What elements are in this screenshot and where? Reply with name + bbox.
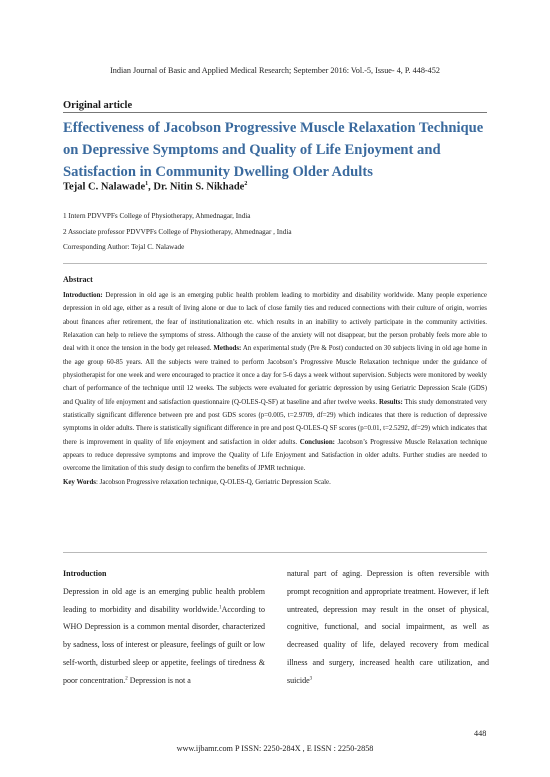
corresponding-author: Corresponding Author: Tejal C. Nalawade	[63, 243, 185, 251]
abstract-methods-text: An experimental study (Pre & Post) conducted on 30 subjects living in old age home in the age group 60-85 years. All the subjects were trained to perform Jacobson’s Progressive Muscle Relaxation technique under the guidance of physiotherapist for one week and were encouraged to practice it once a day for 5-6 days a week without supervision. Subjects were monitored by weekly chart of performance of the technique until 12 weeks. The subjects were evaluated for geriatric depression by using Geriatric Depression Scale (GDS) and Quality of life enjoyment and satisfaction questionnaire (Q-OLES-Q-SF) at baseline and after twelve weeks.	[63, 345, 487, 406]
abstract-methods-label: Methods:	[213, 345, 242, 353]
author-name: Tejal C. Nalawade	[63, 181, 146, 193]
body-paragraph-text: Depression is not a	[127, 675, 191, 685]
affiliation-line: 2 Associate professor PDVVPFs College of Physiotherapy, Ahmednagar , India	[63, 227, 292, 236]
author-list	[63, 181, 247, 193]
author-name: Dr. Nitin S. Nikhade	[153, 181, 245, 193]
journal-header: Indian Journal of Basic and Applied Medical Research; September 2016: Vol.-5, Issue- 4, P. 448-452	[110, 66, 440, 75]
keywords-label: Key Words	[63, 478, 96, 486]
body-column-left	[63, 565, 265, 690]
article-title: Effectiveness of Jacobson Progressive Muscle Relaxation Technique on Depressive Symptoms and Quality of Life Enjoyment and Satisfaction in Community Dwelling Older Adults	[63, 120, 484, 180]
author-affiliation-mark: 1	[145, 181, 149, 187]
footer-issn: www.ijbamr.com P ISSN: 2250-284X , E ISSN : 2250-2858	[176, 744, 374, 753]
body-column-right	[287, 565, 489, 690]
introduction-heading: Introduction	[63, 569, 107, 578]
abstract-conclusion-label: Conclusion:	[299, 438, 335, 446]
citation-marker: 2	[125, 676, 128, 682]
keywords-text: : Jacobson Progressive relaxation technique, Q-OLES-Q, Geriatric Depression Scale.	[96, 478, 331, 486]
body-paragraph-text: Depression in old age is an emerging public health problem leading to morbidity and disability worldwide.	[63, 586, 265, 614]
author-affiliation-mark: 2	[244, 181, 248, 187]
abstract-conclusion-text: Jacobson’s Progressive Muscle Relaxation technique appears to reduce depressive symptoms and improve the Quality of Life Enjoyment and Satisfaction in older adults. Further studies are needed to overcome the limitation of this study design to confirm the benefits of JPMR technique.	[63, 438, 488, 473]
affiliation-line: 1 Intern PDVVPFs College of Physiotherapy, Ahmednagar, India	[63, 212, 251, 220]
article-type-label: Original article	[63, 100, 133, 111]
citation-marker: 1	[219, 604, 222, 610]
abstract-intro-text: Depression in old age is an emerging public health problem leading to morbidity and disability worldwide. Many people experience depression in old age, either as a result of living alone or due to lack of close family ties and reduced connections with their culture of origin, worries about finances after retirement, the fear of institutionalization etc. which results in an inability to actively participate in the community activities. Relaxation can help to relieve the symptoms of stress. Although the cause of the anxiety will not disappear, but the person probably feels more able to deal with it once the tension in the body get released.	[63, 292, 487, 353]
abstract-results-text: This study demonstrated very statistically significant difference between pre and post GDS scores (p=0.005, t=2.9709, df=29) which indicates that there is reduction of depressive symptoms in older adults. There is statistically significant difference in pre and post Q-OLES-Q SF scores (p=0.01, t=2.5292, df=29) which indicates that there is improvement in quality of life enjoyment and satisfaction in older adults.	[63, 398, 487, 446]
section-divider	[63, 552, 487, 553]
body-paragraph-text: According to WHO Depression is a common mental disorder, characterized by sadness, loss of interest or pleasure, feelings of guilt or low self-worth, disturbed sleep or appetite, feelings of tiredness & poor concentration.	[63, 604, 265, 685]
abstract-heading: Abstract	[63, 275, 93, 284]
body-paragraph-text: natural part of aging. Depression is often reversible with prompt recognition and appropriate treatment. However, if left untreated, depression may result in the onset of physical, cognitive, functional, and social impairment, as well as decreased quality of life, delayed recovery from medical illness and surgery, increased health care utilization, and suicide	[287, 569, 489, 685]
abstract-results-label: Results:	[379, 398, 403, 406]
header-divider	[63, 112, 487, 113]
author-separator: ,	[148, 181, 154, 193]
page-number: 448	[474, 729, 487, 738]
abstract-body	[63, 289, 487, 489]
affiliations	[63, 209, 292, 256]
citation-marker: 3	[309, 676, 313, 682]
section-divider	[63, 263, 487, 264]
abstract-intro-label: Introduction:	[63, 292, 103, 299]
